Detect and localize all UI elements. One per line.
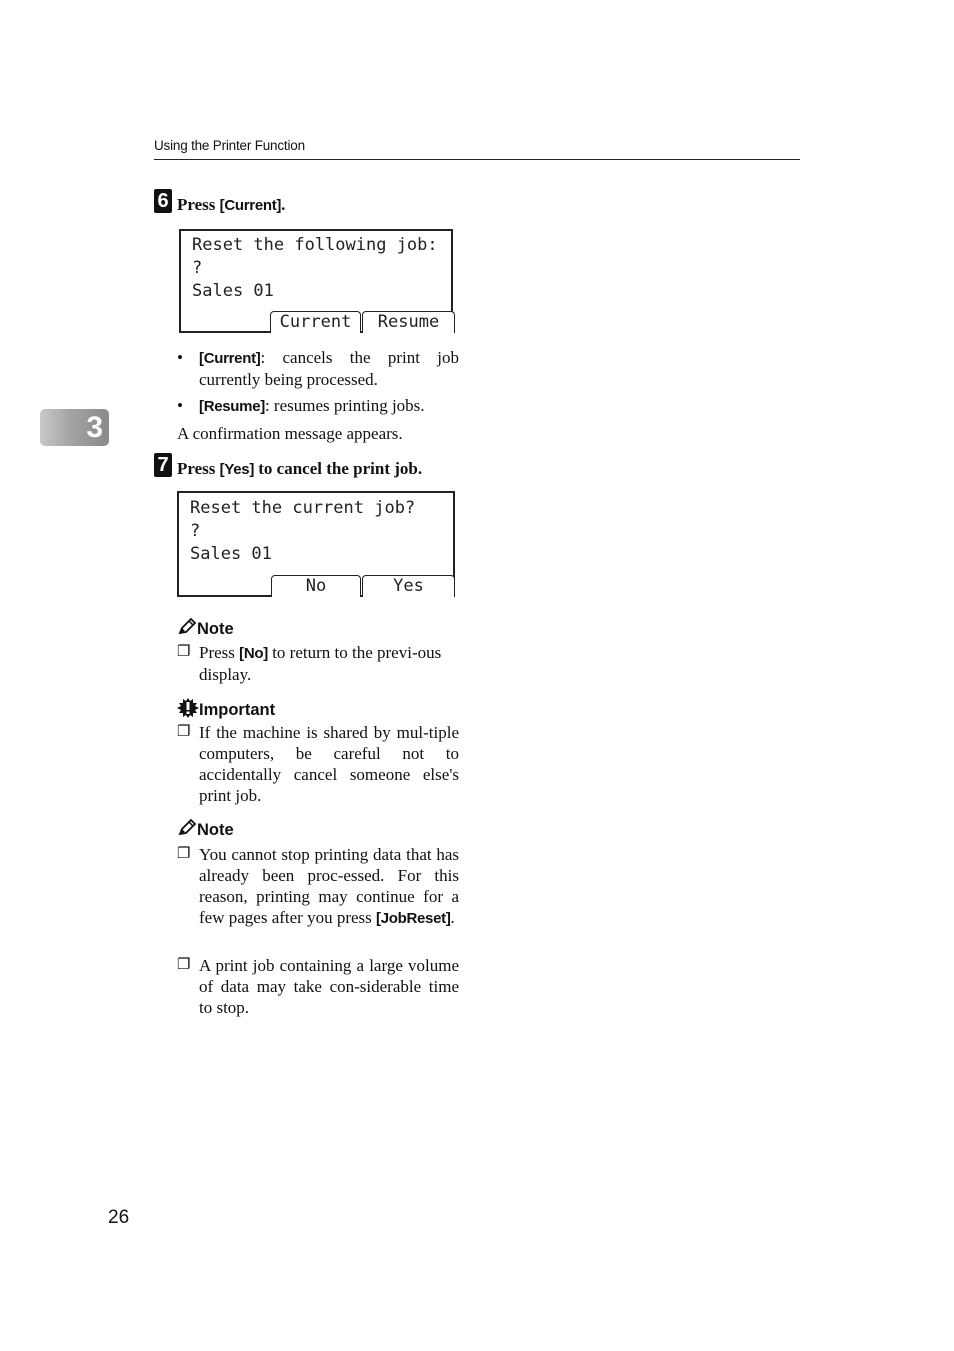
note-2-item-1-pre: You cannot stop printing data that has already been proc-essed. For this reason, printing may continue for a few pages after you press (199, 845, 459, 927)
important-item-1 (177, 722, 459, 806)
no-softkey[interactable]: No (271, 575, 361, 597)
note-1-heading-text: Note (197, 620, 234, 638)
step-6-bullet-1 (177, 347, 459, 390)
note-2-item-1-post: . (450, 908, 455, 927)
page-number: 26 (108, 1207, 130, 1228)
running-header-title: Using the Printer Function (154, 138, 305, 153)
important-item-1-text: If the machine is shared by mul-tiple computers, be careful not to accidentally cancel someone else's print job. (199, 723, 459, 805)
step-6-bullet-2 (177, 395, 459, 417)
lcd-line-3: Sales 01 (190, 544, 272, 564)
step-7-pre: Press (177, 459, 220, 478)
bullet-2-text: : resumes printing jobs. (264, 396, 425, 415)
bullet-1-key: [Current] (199, 350, 261, 367)
note-2-item-1-key: [JobReset] (376, 910, 451, 927)
note-1-heading (177, 618, 234, 639)
note-1-item-1 (177, 642, 459, 685)
important-heading-text: Important (199, 701, 276, 719)
note-2-item-2 (177, 955, 459, 1018)
step-7-instruction (177, 459, 422, 479)
checkbox-glyph: ❐ (177, 957, 191, 973)
yes-softkey[interactable]: Yes (362, 575, 455, 597)
lcd-line-1: Reset the current job? (190, 498, 416, 518)
lcd-line-1: Reset the following job: (192, 235, 438, 255)
step-6-instruction (177, 195, 285, 215)
step-7-number: 7 (154, 453, 172, 477)
running-header (154, 138, 800, 160)
bullet-2-key: [Resume] (199, 398, 265, 415)
step-6-pre: Press (177, 195, 220, 214)
note-2-item-2-text: A print job containing a large volume of data may take con-siderable time to stop. (199, 956, 459, 1017)
step-6-post: . (281, 195, 286, 214)
checkbox-glyph: ❐ (177, 846, 191, 862)
checkbox-glyph: ❐ (177, 644, 191, 660)
lcd-screen-reset-following (179, 229, 453, 333)
step-7-post: to cancel the print job. (254, 459, 423, 478)
lcd-line-2: ? (190, 521, 201, 541)
current-softkey[interactable]: Current (270, 311, 361, 333)
lcd-line-3: Sales 01 (192, 281, 274, 301)
checkbox-glyph: ❐ (177, 724, 191, 740)
lcd-screen-reset-current (177, 491, 455, 597)
bullet-glyph: • (177, 348, 183, 367)
bullet-1-text: : cancels the print job currently being processed. (199, 348, 459, 389)
chapter-tab (40, 409, 109, 446)
note-2-heading-text: Note (197, 821, 234, 839)
note-2-item-1 (177, 844, 459, 929)
step-6-number: 6 (154, 189, 172, 213)
chapter-number: 3 (86, 411, 103, 444)
step-7-key: [Yes] (219, 461, 255, 478)
note-2-heading (177, 819, 234, 840)
step-6-key: [Current] (219, 197, 282, 214)
note-1-item-1-post: to return to the previ-ous display. (199, 643, 442, 684)
pencil-icon (177, 819, 197, 837)
note-1-item-1-key: [No] (239, 645, 268, 662)
note-1-item-1-pre: Press (199, 643, 240, 662)
lcd-line-2: ? (192, 258, 203, 278)
bullet-glyph: • (177, 396, 183, 415)
important-icon (177, 698, 199, 718)
step-6-after-text: A confirmation message appears. (177, 424, 403, 443)
resume-softkey[interactable]: Resume (362, 311, 455, 333)
important-heading (177, 698, 275, 720)
pencil-icon (177, 618, 197, 636)
